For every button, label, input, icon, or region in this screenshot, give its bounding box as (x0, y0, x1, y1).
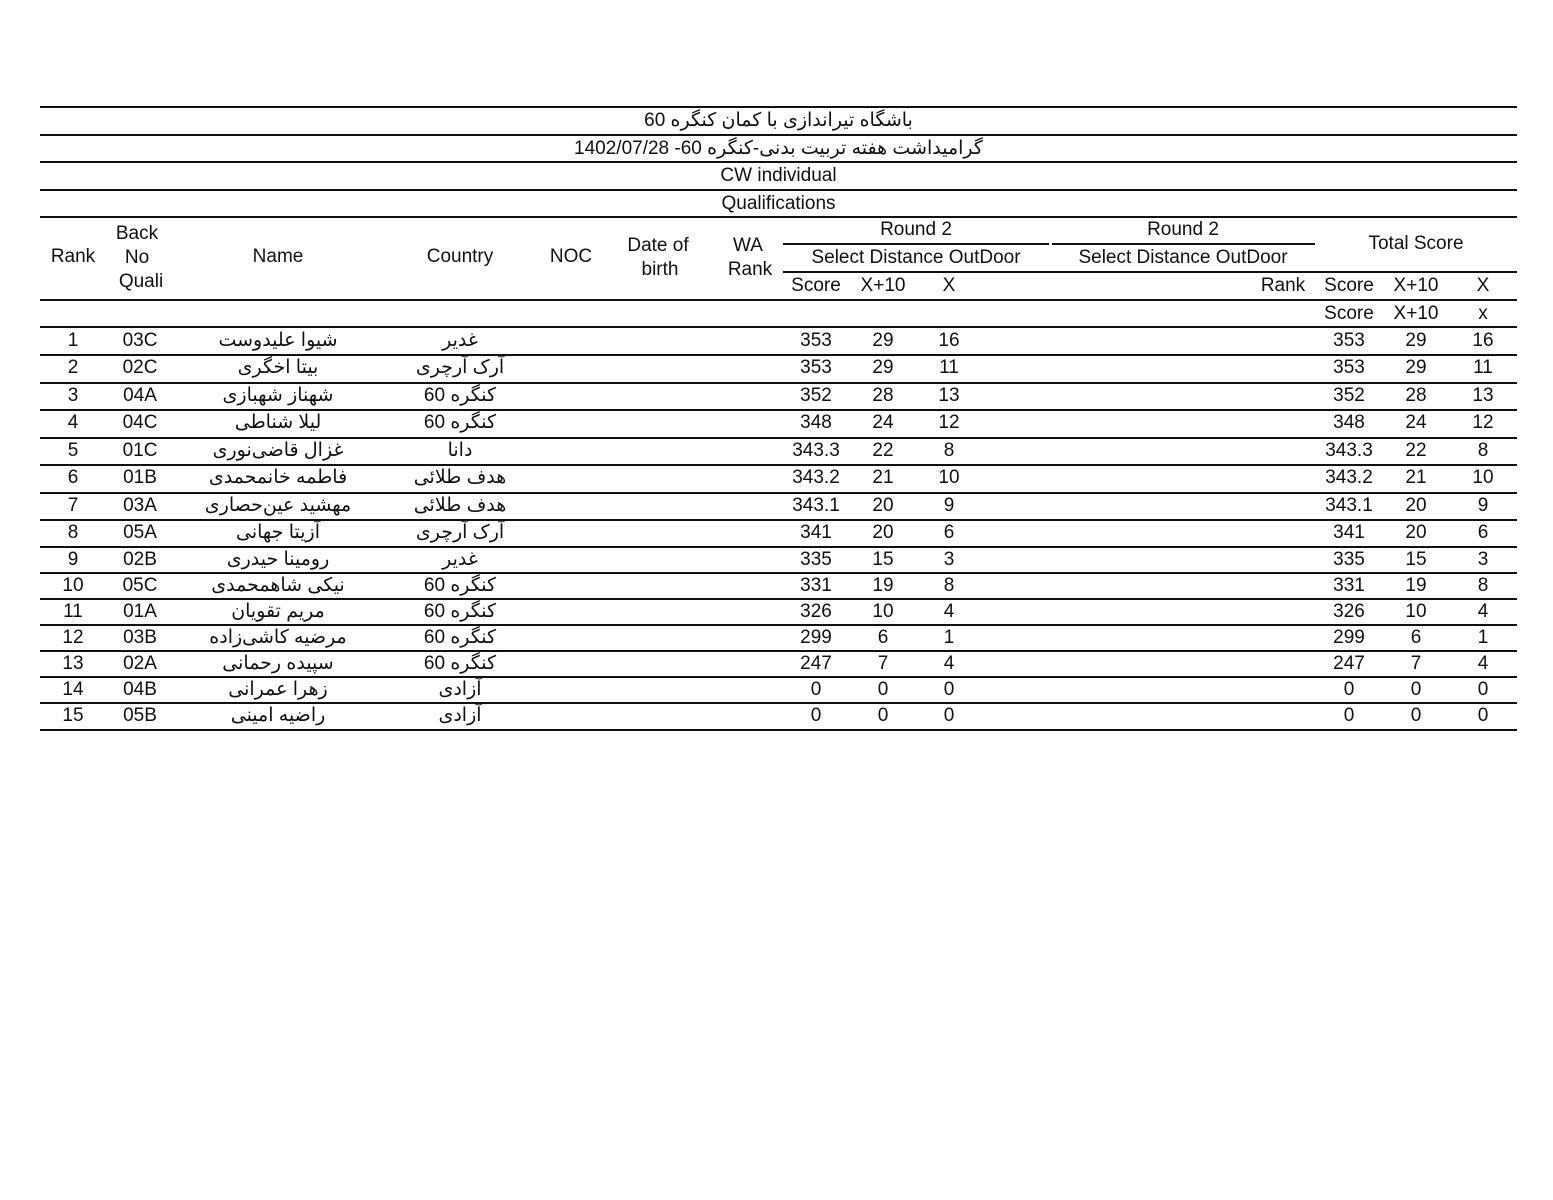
round-score-cell: 348 (800, 412, 832, 433)
total-score-cell: 247 (1333, 653, 1365, 674)
event-title: گرامیداشت هفته تربیت بدنی-کنگره 60- 1402/07/28 (574, 138, 983, 159)
rule (40, 216, 1517, 218)
col-name: Name (252, 246, 304, 267)
archer-name: شهناز شهبازی (222, 385, 334, 406)
club-name: غدیر (442, 330, 478, 351)
total-x10-cell: 20 (1405, 495, 1427, 516)
round-b-rule (1052, 243, 1315, 245)
division-title: CW individual (720, 165, 837, 186)
archer-name: نیکی شاهمحمدی (211, 575, 345, 596)
total-x10-cell: 22 (1405, 440, 1427, 461)
total-score-head-2: Score (1324, 303, 1374, 324)
total-x10-cell: 10 (1405, 601, 1427, 622)
round-b-sub: Select Distance OutDoor (1078, 247, 1288, 268)
club-name: کنگره 60 (423, 385, 497, 406)
club-name: کنگره 60 (423, 653, 497, 674)
round-x-cell: 0 (943, 705, 955, 726)
total-x-head: X (1476, 275, 1490, 296)
round-score-cell: 343.2 (792, 467, 840, 488)
total-x10-cell: 0 (1410, 705, 1422, 726)
total-x-cell: 4 (1477, 653, 1489, 674)
total-x-cell: 8 (1477, 575, 1489, 596)
rank-cell: 1 (67, 330, 79, 351)
total-score-cell: 348 (1333, 412, 1365, 433)
club-name: هدف طلائی (413, 495, 507, 516)
round-x10-cell: 21 (872, 467, 894, 488)
round-b-rank-head: Rank (1260, 275, 1306, 296)
back-no-cell: 01A (123, 601, 157, 622)
total-score-head: Score (1324, 275, 1374, 296)
total-x10-cell: 19 (1405, 575, 1427, 596)
col-rank: Rank (50, 246, 96, 267)
round-x-cell: 9 (943, 495, 955, 516)
col-dob-line1: Date of (627, 235, 689, 256)
total-score-cell: 352 (1333, 385, 1365, 406)
total-x-head-2: x (1478, 303, 1488, 324)
round-score-cell: 0 (810, 679, 822, 700)
row-rule (40, 729, 1517, 731)
col-country: Country (426, 246, 494, 267)
rank-cell: 15 (62, 705, 84, 726)
archer-name: مهشید عین‌حصاری (204, 495, 352, 516)
total-score-cell: 335 (1333, 549, 1365, 570)
club-name: آرک آرچری (415, 357, 505, 378)
total-x10-head: X+10 (1393, 275, 1439, 296)
rank-cell: 12 (62, 627, 84, 648)
total-x-cell: 1 (1477, 627, 1489, 648)
total-score-cell: 326 (1333, 601, 1365, 622)
round-score-cell: 341 (800, 522, 832, 543)
total-x10-cell: 7 (1410, 653, 1422, 674)
round-a-score-head: Score (791, 275, 841, 296)
club-name: کنگره 60 (423, 627, 497, 648)
round-score-cell: 247 (800, 653, 832, 674)
archer-name: زهرا عمرانی (228, 679, 328, 700)
club-name: آزادی (438, 705, 482, 726)
round-a-sub: Select Distance OutDoor (811, 247, 1021, 268)
total-x-cell: 10 (1472, 467, 1494, 488)
rule (40, 299, 1517, 301)
round-score-cell: 353 (800, 357, 832, 378)
archer-name: مرضیه کاشی‌زاده (209, 627, 347, 648)
rank-cell: 14 (62, 679, 84, 700)
club-title: باشگاه تیراندازی با کمان کنگره 60 (644, 110, 913, 131)
total-x-cell: 13 (1472, 385, 1494, 406)
total-x10-cell: 20 (1405, 522, 1427, 543)
total-x-cell: 9 (1477, 495, 1489, 516)
col-back-line2: No (124, 247, 150, 268)
round-score-cell: 335 (800, 549, 832, 570)
rank-cell: 8 (67, 522, 79, 543)
col-dob-line2: birth (641, 259, 679, 280)
round-x-cell: 10 (938, 467, 960, 488)
rank-cell: 2 (67, 357, 79, 378)
subheader-rule (783, 271, 1517, 273)
total-score-cell: 331 (1333, 575, 1365, 596)
back-no-cell: 04C (122, 412, 158, 433)
archer-name: رومینا حیدری (226, 549, 330, 570)
club-name: کنگره 60 (423, 601, 497, 622)
round-score-cell: 353 (800, 330, 832, 351)
archer-name: سپیده رحمانی (222, 653, 334, 674)
total-x-cell: 16 (1472, 330, 1494, 351)
total-score-cell: 353 (1333, 330, 1365, 351)
round-a-x-head: X (942, 275, 956, 296)
round-x-cell: 8 (943, 440, 955, 461)
club-name: آزادی (438, 679, 482, 700)
round-x10-cell: 15 (872, 549, 894, 570)
back-no-cell: 03A (123, 495, 157, 516)
round-x10-cell: 20 (872, 522, 894, 543)
round-x-cell: 1 (943, 627, 955, 648)
round-score-cell: 326 (800, 601, 832, 622)
col-wa-line2: Rank (727, 259, 773, 280)
round-score-cell: 331 (800, 575, 832, 596)
round-x-cell: 0 (943, 679, 955, 700)
total-x-cell: 6 (1477, 522, 1489, 543)
rank-cell: 4 (67, 412, 79, 433)
archer-name: لیلا شناطی (234, 412, 322, 433)
col-noc: NOC (549, 246, 593, 267)
total-x10-cell: 24 (1405, 412, 1427, 433)
archer-name: غزال قاضی‌نوری (212, 440, 344, 461)
round-score-cell: 0 (810, 705, 822, 726)
back-no-cell: 02B (123, 549, 157, 570)
rank-cell: 9 (67, 549, 79, 570)
round-x10-cell: 24 (872, 412, 894, 433)
round-x10-cell: 10 (872, 601, 894, 622)
club-name: دانا (447, 440, 473, 461)
club-name: هدف طلائی (413, 467, 507, 488)
total-x10-cell: 15 (1405, 549, 1427, 570)
rank-cell: 11 (63, 601, 83, 622)
round-x-cell: 11 (939, 357, 959, 378)
club-name: کنگره 60 (423, 575, 497, 596)
total-title: Total Score (1368, 233, 1464, 254)
col-back-line1: Back (115, 223, 159, 244)
back-no-cell: 04A (123, 385, 157, 406)
round-x10-cell: 6 (877, 627, 889, 648)
club-name: آرک آرچری (415, 522, 505, 543)
total-x10-cell: 29 (1405, 330, 1427, 351)
total-score-cell: 343.2 (1325, 467, 1373, 488)
round-x-cell: 4 (943, 653, 955, 674)
rank-cell: 5 (67, 440, 79, 461)
round-x10-cell: 29 (872, 357, 894, 378)
archer-name: شیوا علیدوست (218, 330, 338, 351)
back-no-cell: 03B (123, 627, 157, 648)
club-name: کنگره 60 (423, 412, 497, 433)
total-x-cell: 11 (1473, 357, 1493, 378)
round-x-cell: 4 (943, 601, 955, 622)
rank-cell: 13 (62, 653, 84, 674)
total-x10-head-2: X+10 (1393, 303, 1439, 324)
round-x10-cell: 29 (872, 330, 894, 351)
back-no-cell: 02C (122, 357, 158, 378)
round-x-cell: 8 (943, 575, 955, 596)
archer-name: بیتا اخگری (237, 357, 319, 378)
total-x-cell: 0 (1477, 705, 1489, 726)
round-x10-cell: 20 (872, 495, 894, 516)
total-score-cell: 343.1 (1325, 495, 1373, 516)
total-x10-cell: 6 (1410, 627, 1422, 648)
archer-name: مریم تقویان (231, 601, 325, 622)
total-x10-cell: 21 (1405, 467, 1427, 488)
round-x10-cell: 28 (872, 385, 894, 406)
total-score-cell: 343.3 (1325, 440, 1373, 461)
round-a-rule (783, 243, 1049, 245)
rank-cell: 10 (62, 575, 84, 596)
back-no-cell: 05B (123, 705, 157, 726)
total-x-cell: 0 (1477, 679, 1489, 700)
total-score-cell: 341 (1333, 522, 1365, 543)
club-name: غدیر (442, 549, 478, 570)
total-x10-cell: 29 (1405, 357, 1427, 378)
round-x-cell: 12 (938, 412, 960, 433)
round-score-cell: 343.3 (792, 440, 840, 461)
round-b-title: Round 2 (1147, 219, 1219, 240)
back-no-cell: 04B (123, 679, 157, 700)
total-score-cell: 353 (1333, 357, 1365, 378)
total-score-cell: 0 (1343, 705, 1355, 726)
col-back-line3: Quali (118, 271, 164, 292)
round-x10-cell: 0 (877, 679, 889, 700)
round-a-x10-head: X+10 (860, 275, 906, 296)
round-x10-cell: 19 (872, 575, 894, 596)
total-x-cell: 8 (1477, 440, 1489, 461)
round-x10-cell: 22 (872, 440, 894, 461)
back-no-cell: 01C (122, 440, 158, 461)
phase-title: Qualifications (721, 193, 836, 214)
round-x10-cell: 0 (877, 705, 889, 726)
rank-cell: 6 (67, 467, 79, 488)
total-x-cell: 12 (1472, 412, 1494, 433)
archer-name: راضیه امینی (230, 705, 326, 726)
round-x10-cell: 7 (877, 653, 889, 674)
round-x-cell: 3 (943, 549, 955, 570)
back-no-cell: 05A (123, 522, 157, 543)
round-score-cell: 343.1 (792, 495, 840, 516)
round-a-title: Round 2 (880, 219, 952, 240)
round-x-cell: 6 (943, 522, 955, 543)
round-x-cell: 16 (938, 330, 960, 351)
total-score-cell: 0 (1343, 679, 1355, 700)
round-score-cell: 299 (800, 627, 832, 648)
total-x10-cell: 0 (1410, 679, 1422, 700)
round-score-cell: 352 (800, 385, 832, 406)
col-wa-line1: WA (733, 235, 763, 256)
total-x-cell: 3 (1477, 549, 1489, 570)
archer-name: فاطمه خانمحمدی (208, 467, 348, 488)
total-x-cell: 4 (1477, 601, 1489, 622)
back-no-cell: 02A (123, 653, 157, 674)
total-x10-cell: 28 (1405, 385, 1427, 406)
archer-name: آزیتا جهانی (236, 522, 320, 543)
back-no-cell: 01B (123, 467, 157, 488)
round-x-cell: 13 (938, 385, 960, 406)
total-score-cell: 299 (1333, 627, 1365, 648)
back-no-cell: 05C (122, 575, 158, 596)
rank-cell: 3 (67, 385, 79, 406)
back-no-cell: 03C (122, 330, 158, 351)
rank-cell: 7 (67, 495, 79, 516)
